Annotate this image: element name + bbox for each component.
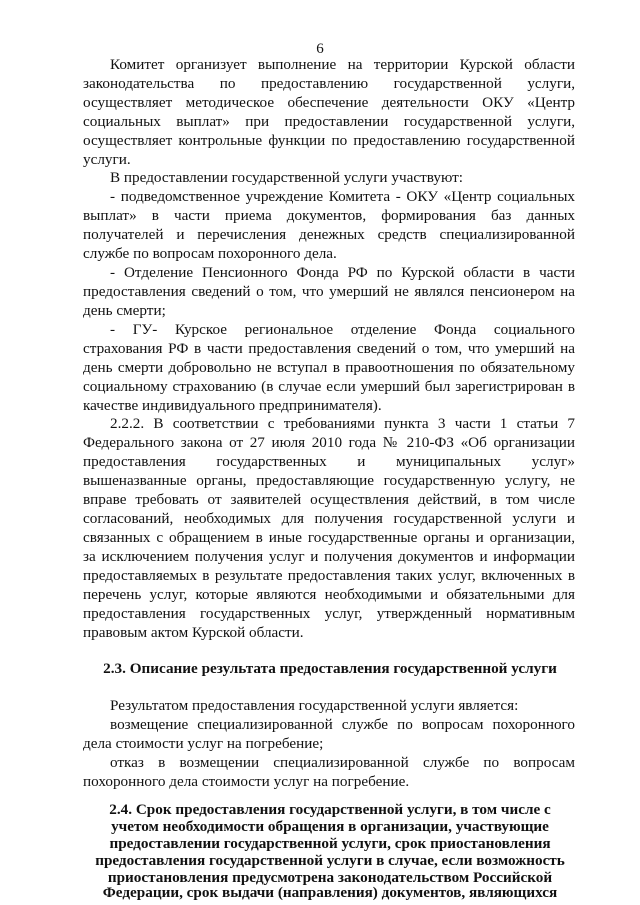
text-line: качестве индивидуального предпринимателя). (83, 397, 382, 414)
text-line: связанных с обращением в иные государственные органы и организации, (83, 529, 575, 546)
text-line: получателей и перечисления денежных средств специализированной (83, 226, 575, 243)
text-line: Федерального закона от 27 июля 2010 года № 210-ФЗ «Об организации (83, 434, 575, 451)
text-line: В предоставлении государственной услуги участвуют: (110, 169, 463, 186)
text-line: возмещение специализированной службе по вопросам похоронного (110, 716, 575, 733)
section-heading-2-4: учетом необходимости обращения в организации, участвующие (111, 818, 549, 835)
section-heading-2-4: 2.4. Срок предоставления государственной услуги, в том числе с (109, 801, 551, 818)
text-line: перечень услуг, которые являются необходимыми и обязательными для (83, 586, 575, 603)
section-heading-2-4: предоставления государственной услуги в случае, если возможность (95, 852, 565, 869)
text-line: согласований, необходимых для получения государственной услуги и (83, 510, 575, 527)
text-line: отказ в возмещении специализированной службе по вопросам (110, 754, 575, 771)
section-heading-2-4: Федерации, срок выдачи (направления) документов, являющихся (102, 884, 558, 901)
text-line: Комитет организует выполнение на территории Курской области (110, 56, 575, 73)
text-line: услуги. (83, 151, 131, 168)
text-line: законодательства по предоставлению государственной услуги, (83, 75, 575, 92)
text-line: осуществляет методическое обеспечение деятельности ОКУ «Центр (83, 94, 575, 111)
text-line: вышеназванные органы, предоставляющие государственную услугу, не (83, 472, 575, 489)
section-heading-2-3: 2.3. Описание результата предоставления государственной услуги (103, 660, 557, 677)
text-line: предоставления сведений о том, что умерший не являлся пенсионером на (83, 283, 575, 300)
text-line: предоставления государственных и муниципальных услуг» (83, 453, 575, 470)
text-line: дела стоимости услуг на погребение; (83, 735, 324, 752)
text-line: - ГУ- Курское региональное отделение Фонда социального (110, 321, 575, 338)
text-line: предоставляемых в результате предоставления таких услуг, включенных в (83, 567, 575, 584)
text-line: осуществляет контрольные функции по предоставлению государственной (83, 132, 575, 149)
text-line: - подведомственное учреждение Комитета - ОКУ «Центр социальных (110, 188, 575, 205)
text-line: социальных выплат» при предоставлении государственной услуги, (83, 113, 575, 130)
text-line: за исключением получения услуг и получения документов и информации (83, 548, 575, 565)
text-line: - Отделение Пенсионного Фонда РФ по Курской области в части (110, 264, 575, 281)
text-line: день смерти добровольно не вступал в правоотношения по обязательному (83, 359, 575, 376)
text-line: 2.2.2. В соответствии с требованиями пункта 3 части 1 статьи 7 (110, 415, 575, 432)
text-line: выплат» в части приема документов, формирования баз данных (83, 207, 575, 224)
text-line: страхования РФ в части предоставления сведений о том, что умерший на (83, 340, 575, 357)
text-line: вправе требовать от заявителей осуществления действий, в том числе (83, 491, 575, 508)
text-line: день смерти; (83, 302, 166, 319)
text-line: предоставления государственных услуг, утвержденный нормативным (83, 605, 575, 622)
text-line: похоронного дела стоимости услуг на погребение. (83, 773, 410, 790)
section-heading-2-4: приостановления предусмотрена законодательством Российской (107, 869, 553, 886)
text-line: правовым актом Курской области. (83, 624, 304, 641)
text-line: службе по вопросам похоронного дела. (83, 245, 337, 262)
text-line: Результатом предоставления государственной услуги является: (110, 697, 519, 714)
text-line: социальному страхованию (в случае если умерший был зарегистрирован в (83, 378, 575, 395)
page-number: 6 (316, 41, 324, 57)
section-heading-2-4: предоставлении государственной услуги, срок приостановления (109, 835, 551, 852)
